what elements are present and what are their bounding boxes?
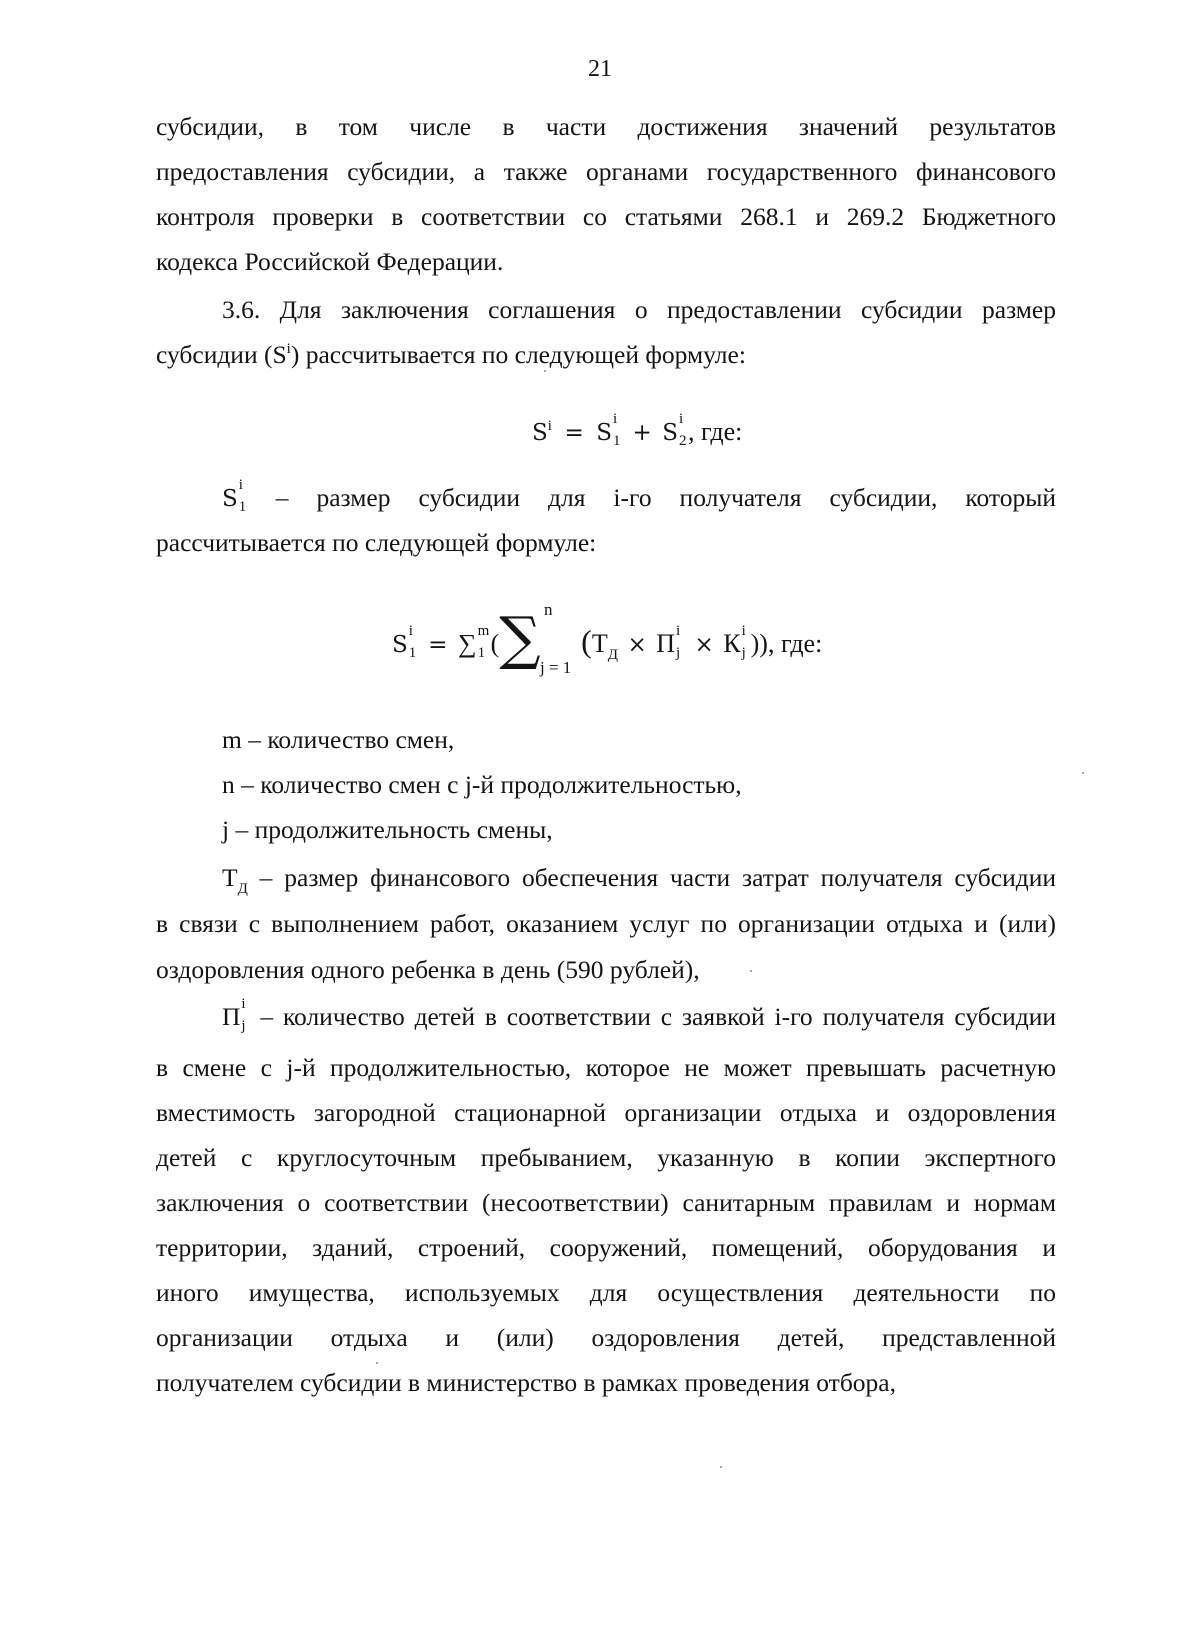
para2-line-2: субсидии $(S^i)$ рассчитывается по следующей формуле: xyxy=(156,340,746,369)
def-t-line-2: в связи с выполнением работ, оказанием услуг по организации отдыха и (или) xyxy=(156,909,1056,938)
def-p-line-6: территории, зданий, строений, сооружений, помещений, оборудования и xyxy=(156,1233,1056,1262)
scan-speck xyxy=(750,970,752,972)
def-j: j – продолжительность смены, xyxy=(222,815,553,844)
def-p-line-4: детей с круглосуточным пребыванием, указанную в копии экспертного xyxy=(156,1143,1056,1172)
page-number: 21 xyxy=(588,56,612,82)
s1-definition-line-1: S i 1 – размер субсидии для i-го получателя субсидии, который xyxy=(222,477,1057,516)
def-p-line-5: заключения о соответствии (несоответствии) санитарным правилам и нормам xyxy=(156,1188,1056,1217)
scan-speck xyxy=(376,1362,378,1364)
s1-definition-line-2: рассчитывается по следующей формуле: xyxy=(156,528,597,557)
para1-line-4: кодекса Российской Федерации. xyxy=(156,247,504,276)
para2-line-1: 3.6. Для заключения соглашения о предоставлении субсидии размер xyxy=(222,295,1056,324)
def-p-line-2: в смене с j-й продолжительностью, которое не может превышать расчетную xyxy=(156,1053,1056,1082)
def-p-line-3: вместимость загородной стационарной организации отдыха и оздоровления xyxy=(156,1098,1056,1127)
def-t-line-3: оздоровления одного ребенка в день (590 рублей), xyxy=(156,955,700,984)
para1-line-2: предоставления субсидии, а также органами государственного финансового xyxy=(156,157,1056,186)
def-n: n – количество смен с j-й продолжительностью, xyxy=(222,770,742,799)
def-p-line-7: иного имущества, используемых для осуществления деятельности по xyxy=(156,1278,1056,1307)
scan-speck xyxy=(720,1466,722,1468)
para1-line-3: контроля проверки в соответствии со статьями 268.1 и 269.2 Бюджетного xyxy=(156,202,1056,231)
scan-speck xyxy=(544,370,546,372)
def-p-line-8: организации отдыха и (или) оздоровления детей, представленной xyxy=(156,1323,1056,1352)
def-m: m – количество смен, xyxy=(222,725,455,754)
def-p-line-1: П i j – количество детей в соответствии с заявкой i-го получателя субсидии xyxy=(222,996,1056,1035)
para1-line-1: субсидии, в том числе в части достижения значений результатов xyxy=(156,112,1056,141)
formula-s1: S i 1 = ∑ m 1 (∑ n j = 1 ($Т_Д \times П$ i j × К i j )), где: xyxy=(392,600,823,677)
formula-total-subsidy: $S^i = S$ i 1 + S i 2 , где: xyxy=(532,411,743,450)
scan-speck xyxy=(1082,772,1084,774)
def-p-line-9: получателем субсидии в министерство в рамках проведения отбора, xyxy=(156,1368,896,1397)
def-t-line-1: $Т_Д$ – размер финансового обеспечения части затрат получателя субсидии xyxy=(222,863,1056,897)
